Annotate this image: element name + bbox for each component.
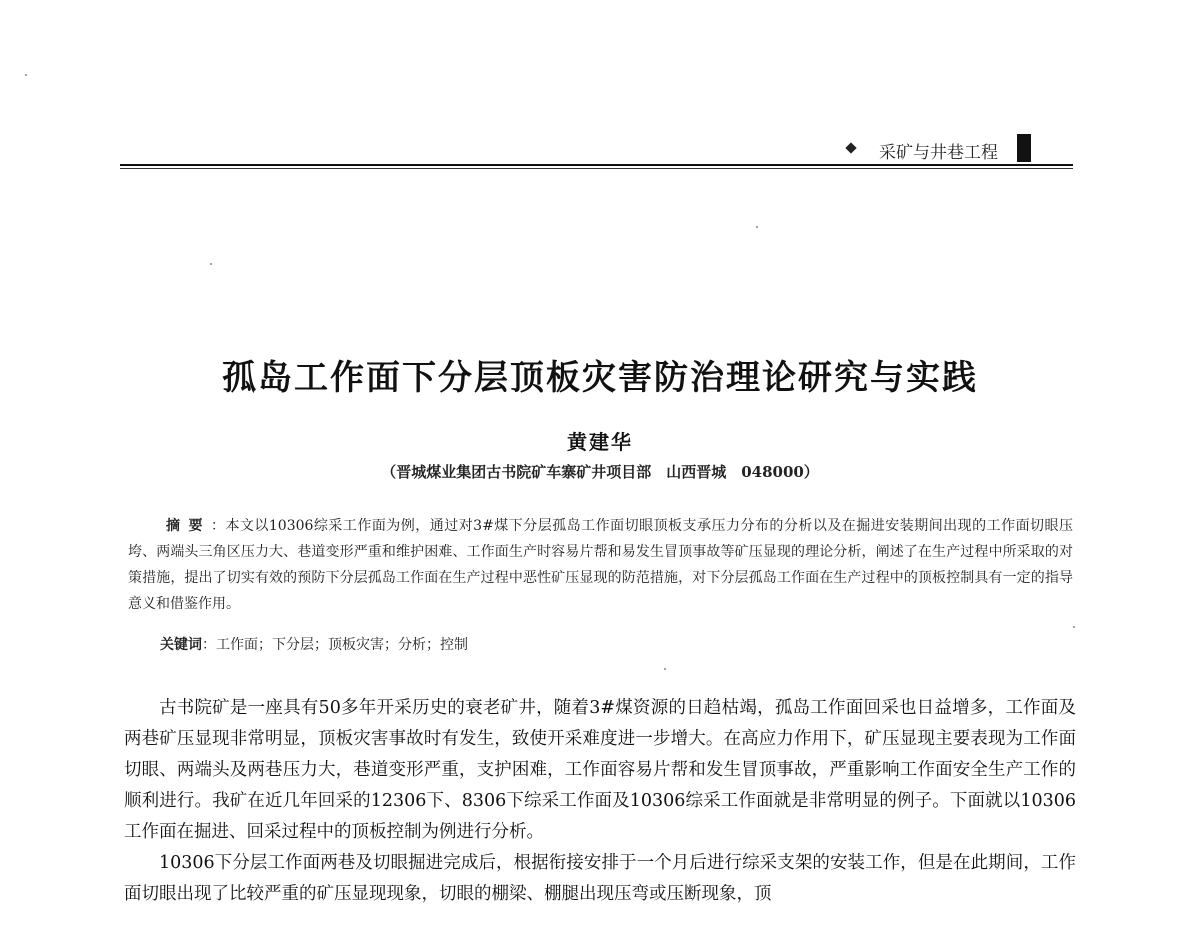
running-header bbox=[120, 132, 1073, 166]
header-rule bbox=[120, 164, 1073, 166]
keywords-label: 关键词 bbox=[160, 637, 202, 653]
author-affiliation: （晋城煤业集团古书院矿车寨矿井项目部 山西晋城 048000） bbox=[381, 463, 819, 481]
keywords-text: ：工作面；下分层；顶板灾害；分析；控制 bbox=[202, 637, 468, 653]
section-label: 采矿与井巷工程 bbox=[879, 143, 998, 163]
author-name: 黄建华 bbox=[567, 430, 633, 454]
body-paragraph: 10306下分层工作面两巷及切眼掘进完成后，根据衔接安排于一个月后进行综采支架的安装工作，但是在此期间，工作面切眼出现了比较严重的矿压显现现象，切眼的棚梁、棚腿出现压弯或压断现象，顶 bbox=[124, 853, 1076, 904]
article-title: 孤岛工作面下分层顶板灾害防治理论研究与实践 bbox=[222, 358, 978, 398]
keywords bbox=[160, 634, 468, 654]
abstract bbox=[128, 513, 1073, 617]
scan-speck bbox=[664, 668, 666, 670]
scan-speck bbox=[25, 74, 27, 76]
abstract-text: ：本文以10306综采工作面为例，通过对3#煤下分层孤岛工作面切眼顶板支承压力分布的分析以及在掘进安装期间出现的工作面切眼压垮、两端头三角区压力大、巷道变形严重和维护困难、工作面生产时容易片帮和易发生冒顶事故等矿压显现的理论分析，阐述了在生产过程中所采取的对策措施，提出了切实有效的预防下分层孤岛工作面在生产过程中恶性矿压显现的防范措施，对下分层孤岛工作面在生产过程中的顶板控制具有一定的指导意义和借鉴作用。 bbox=[128, 518, 1074, 612]
section-marker-block bbox=[1017, 134, 1031, 162]
header-rule-thin bbox=[120, 168, 1073, 169]
scan-speck bbox=[210, 263, 212, 265]
abstract-label: 摘要 bbox=[166, 518, 211, 534]
diamond-bullet-icon bbox=[845, 142, 856, 153]
body-paragraph: 古书院矿是一座具有50多年开采历史的衰老矿井，随着3#煤资源的日趋枯竭，孤岛工作面回采也日益增多，工作面及两巷矿压显现非常明显，顶板灾害事故时有发生，致使开采难度进一步增大。在高应力作用下，矿压显现主要表现为工作面切眼、两端头及两巷压力大，巷道变形严重，支护困难，工作面容易片帮和发生冒顶事故，严重影响工作面安全生产工作的顺利进行。我矿在近几年回采的12306下、8306下综采工作面及10306综采工作面就是非常明显的例子。下面就以10306工作面在掘进、回采过程中的顶板控制为例进行分析。 bbox=[124, 698, 1076, 842]
scan-speck bbox=[1073, 626, 1075, 628]
scan-speck bbox=[756, 226, 758, 228]
body-text bbox=[124, 693, 1076, 910]
